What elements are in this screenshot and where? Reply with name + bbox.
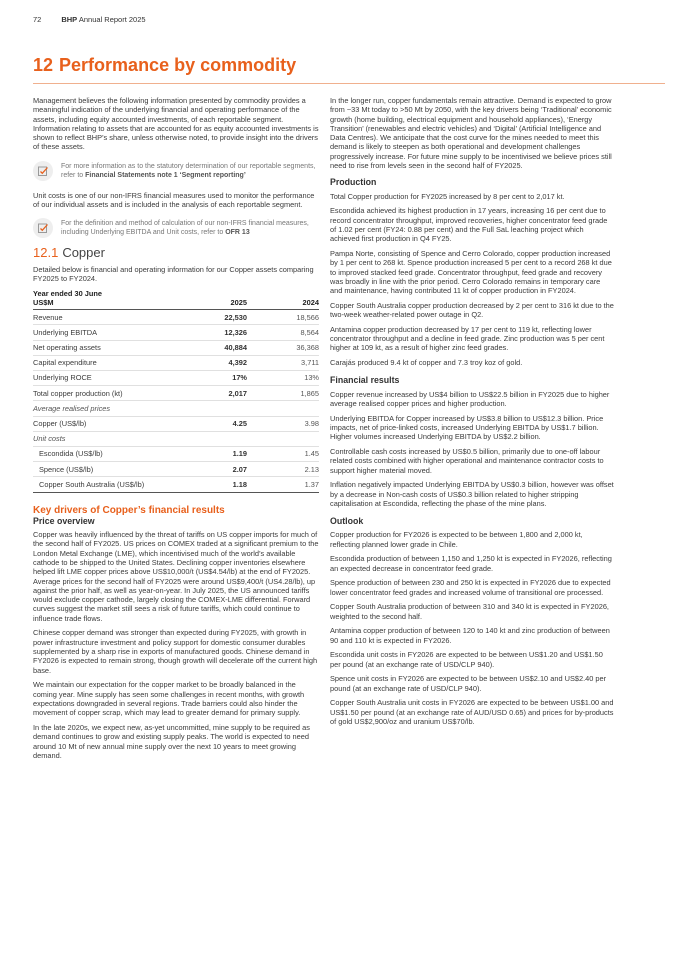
table-header-period: Year ended 30 June <box>33 289 103 299</box>
row-value-2024: 18,566 <box>247 310 319 325</box>
production-paragraph: Pampa Norte, consisting of Spence and Cerro Colorado, copper production increased by 1 per cent to 268 kt. Spence production increased 5 per cent to a record 268 kt due to improved stacked feed grade. Concentrator throughput, feed grade and recovery was broadly in line with the prior period. Cerro Colorado remains in temporary care and maintenance, having contributed 11 kt of copper production in FY2024. <box>330 248 612 296</box>
price-paragraph: Chinese copper demand was stronger than expected during FY2025, with growth in power infrastructure investment and policy support for domestic consumer durables supplemented by a sharp rise in exports of manufactured goods. Chinese demand in FY2026 is expected to remain strong, though growth will decelerate off the current high base. <box>33 628 318 675</box>
row-label: Net operating assets <box>33 340 197 355</box>
row-value-2025: 4.25 <box>197 416 247 431</box>
row-value-2025: 1.19 <box>197 446 247 461</box>
copper-intro: Detailed below is financial and operating information for our Copper assets comparing FY2025 to FY2024. <box>33 264 314 283</box>
table-header-2024: 2024 <box>247 289 319 310</box>
row-label: Underlying EBITDA <box>33 325 197 340</box>
outlook-paragraph: Escondida unit costs in FY2026 are expected to be between US$1.20 and US$1.50 per pound (at an exchange rate of USD/CLP 940). <box>330 650 603 669</box>
production-paragraph: Copper South Australia copper production decreased by 2 per cent to 316 kt due to the two-week weather-related power outage in Q2. <box>330 300 614 320</box>
table-row <box>33 462 319 477</box>
section-title: Performance by commodity <box>59 55 297 75</box>
row-value-2024: 3,711 <box>247 355 319 370</box>
row-value-2024: 13% <box>247 371 319 386</box>
cross-reference-icon <box>33 161 53 181</box>
row-value-2024: 3.98 <box>247 416 319 431</box>
table-row <box>33 416 319 431</box>
table-header-2025: 2025 <box>197 289 247 310</box>
table-header-unit: US$M <box>33 298 54 308</box>
table-row <box>33 325 319 340</box>
row-value-2025: 22,530 <box>197 310 247 325</box>
cross-reference-icon <box>33 218 53 238</box>
production-paragraph: Carajás produced 9.4 kt of copper and 7.3 troy koz of gold. <box>330 358 523 368</box>
table-header-row <box>33 289 319 310</box>
right-column <box>330 96 614 732</box>
section-number: 12 <box>33 55 54 75</box>
financial-results-heading: Financial results <box>330 375 400 386</box>
unit-costs-paragraph: Unit costs is one of our non-IFRS financial measures used to monitor the performance of our individual assets and is included in the analysis of each reportable segment. <box>33 190 315 210</box>
financial-paragraph: Inflation negatively impacted Underlying EBITDA by US$0.3 billion, however was offset by a decrease in Non-cash costs of US$0.3 billion related to higher stripping capitalisation at Escondida, reflecting the phase of the mine plans. <box>330 480 614 508</box>
key-drivers-heading: Key drivers of Copper’s financial results <box>33 504 225 516</box>
row-value-2025: 4,392 <box>197 355 247 370</box>
row-value-2025: 17% <box>197 371 247 386</box>
row-label: Escondida (US$/lb) <box>33 446 197 461</box>
price-paragraph: In the late 2020s, we expect new, as-yet uncommitted, mine supply to be required as demand continues to grow and existing supply peaks. The world is expected to need around 10 Mt of new annual mine supply over the next 10 years to meet growing demand. <box>33 722 310 760</box>
table-row <box>33 386 319 401</box>
row-label: Spence (US$/lb) <box>33 462 197 477</box>
callout-text: For the definition and method of calculation of our non-IFRS financial measures, including Underlying EBITDA and Unit costs, refer to <box>61 220 309 237</box>
table-group-row <box>33 401 319 416</box>
outlook-heading: Outlook <box>330 516 364 527</box>
table-row <box>33 310 319 325</box>
page-header <box>33 15 146 24</box>
non-ifrs-callout[interactable] <box>33 218 319 238</box>
subsection-number: 12.1 <box>33 245 59 261</box>
production-paragraph: Antamina copper production decreased by 17 per cent to 119 kt, reflecting lower concentrator throughput and a decline in feed grade. Zinc production was 5 per cent higher at 109 kt, as a result of higher zinc feed grades. <box>330 324 605 353</box>
financial-paragraph: Underlying EBITDA for Copper increased by US$3.8 billion to US$12.3 billion. Price impacts, net of price-linked costs, increased Underlying EBITDA by US$1.7 billion. Higher volumes increased Underlying EBITDA by US$2.2 billion. <box>330 413 604 442</box>
copper-section-heading <box>33 245 319 261</box>
row-label: Underlying ROCE <box>33 371 197 386</box>
brand-name: BHP <box>61 15 78 24</box>
row-label: Total copper production (kt) <box>33 386 197 401</box>
row-label: Unit costs <box>33 431 197 446</box>
row-value-2025: 2,017 <box>197 386 247 401</box>
row-value-2025: 2.07 <box>197 462 247 477</box>
row-value-2024: 1.37 <box>247 477 319 492</box>
left-column <box>33 96 319 766</box>
row-value-2025: 1.18 <box>197 477 247 492</box>
row-label: Copper South Australia (US$/lb) <box>33 477 197 492</box>
table-row <box>33 446 319 461</box>
row-value-2025: 12,326 <box>197 325 247 340</box>
outlook-paragraph: Escondida production of between 1,150 and 1,250 kt is expected in FY2026, reflecting an expected decrease in concentrator feed grade. <box>330 554 612 573</box>
production-paragraph: Escondida achieved its highest production in 17 years, increasing 16 per cent due to record concentrator throughput, improved recoveries, higher concentrator feed grade of 1.02 per cent (FY24: 0.88 per cent) and the Full SaL leaching project which achieved first production in Q4 FY25. <box>330 206 608 244</box>
row-value-2024: 36,368 <box>247 340 319 355</box>
subsection-title: Copper <box>62 245 105 261</box>
outlook-paragraph: Copper South Australia production of between 310 and 340 kt is expected in FY2026, weighted to the second half. <box>330 602 609 621</box>
table-row <box>33 477 319 492</box>
table-row <box>33 355 319 370</box>
long-run-paragraph: In the longer run, copper fundamentals remain attractive. Demand is expected to grow from ~33 Mt today to >50 Mt by 2050, with the key drivers being ‘Traditional’ economic growth (home building, electrical equipment and household appliances), ‘Energy Transition’ (renewables and electric vehicles) and ‘Digital’ (Artificial Intelligence and Data Centres). We anticipate that the cost curve for the mines needed to meet this demand is likely to steepen as both operational and development challenges progressively increase. For future mine supply to be incentivised we believe prices still need to rise from levels seen in the second half of FY2025. <box>330 96 612 171</box>
callout-link[interactable]: Financial Statements note 1 ‘Segment reporting’ <box>85 171 246 179</box>
segment-reporting-callout[interactable] <box>33 161 319 181</box>
table-group-row <box>33 431 319 446</box>
production-paragraph: Total Copper production for FY2025 increased by 8 per cent to 2,017 kt. <box>330 191 565 201</box>
outlook-paragraph: Copper production for FY2026 is expected to be between 1,800 and 2,000 kt, reflecting planned lower grade in Chile. <box>330 530 583 549</box>
title-divider <box>33 83 665 84</box>
outlook-paragraph: Copper South Australia unit costs in FY2026 are expected to be between US$1.00 and US$1.50 per pound (at an exchange rate of AUD/USD 0.65) and prices for by-products of gold US$2,900/oz and uranium US$70/lb. <box>330 698 614 726</box>
row-label: Revenue <box>33 310 197 325</box>
outlook-paragraph: Antamina copper production of between 120 to 140 kt and zinc production of between 90 and 110 kt is expected in FY2026. <box>330 626 610 645</box>
row-value-2025: 40,884 <box>197 340 247 355</box>
intro-paragraph: Management believes the following information presented by commodity provides a meaningful indication of the underlying financial and operating performance of the assets, including equity accounted investments, of each reportable segment. Information relating to assets that are accounted for as equity accounted investments is shown to reflect BHP’s share, unless otherwise noted, to provide insight into the drivers of these assets. <box>33 96 319 152</box>
table-row <box>33 340 319 355</box>
row-label: Average realised prices <box>33 401 197 416</box>
outlook-paragraph: Spence production of between 230 and 250 kt is expected in FY2026 due to expected lower concentrator feed grades and increased volume of transitional ore processed. <box>330 578 611 597</box>
callout-link[interactable]: OFR 13 <box>225 229 250 237</box>
price-paragraph: Copper was heavily influenced by the threat of tariffs on US copper imports for much of the second half of FY2025. US prices on COMEX traded at a significant premium to the London Metal Exchange (LME), which incentivised much of the world’s available cathode to be shipped to the United States. Declining copper inventories elsewhere helped lift LME copper prices above US$10,000/t (US$4.54/lb) at the end of FY2025. Average prices for the second half of FY2025 were around US$9,400/t (US4.28/lb), up against the prior half, as well as year-on-year. In July 2025, the US announced tariffs would exclude copper cathode, largely closing the COMEX-LME differential. Forward curves suggest the market still sees a risk of future tariffs, which could continue to influence trade flows. <box>33 530 319 623</box>
row-value-2024: 1.45 <box>247 446 319 461</box>
page-number: 72 <box>33 15 42 24</box>
price-overview-heading: Price overview <box>33 515 95 526</box>
row-label: Copper (US$/lb) <box>33 416 197 431</box>
financial-paragraph: Copper revenue increased by US$4 billion to US$22.5 billion in FY2025 due to higher average realised copper prices and higher production. <box>330 389 610 408</box>
outlook-paragraph: Spence unit costs in FY2026 are expected to be between US$2.10 and US$2.40 per pound (at an exchange rate of USD/CLP 940). <box>330 674 607 693</box>
row-value-2024: 8,564 <box>247 325 319 340</box>
copper-financial-table <box>33 289 319 492</box>
production-heading: Production <box>330 177 377 188</box>
row-label: Capital expenditure <box>33 355 197 370</box>
price-paragraph: We maintain our expectation for the copper market to be broadly balanced in the coming year. Mine supply has seen some challenges in recent months, with growth expectations downgraded in several regions. Trade barriers could also hinder the movement of copper scrap, which may lead to greater demand for primary supply. <box>33 680 305 718</box>
page-title <box>33 55 296 76</box>
document-name: Annual Report 2025 <box>77 15 146 24</box>
financial-paragraph: Controllable cash costs increased by US$0.5 billion, primarily due to one-off labour related costs combined with higher operational and maintenance contractor costs to support higher material moved. <box>330 446 604 475</box>
callout-text: For more information as to the statutory determination of our reportable segments, refer to <box>61 162 316 179</box>
row-value-2024: 2.13 <box>247 462 319 477</box>
row-value-2024: 1,865 <box>247 386 319 401</box>
table-row <box>33 371 319 386</box>
